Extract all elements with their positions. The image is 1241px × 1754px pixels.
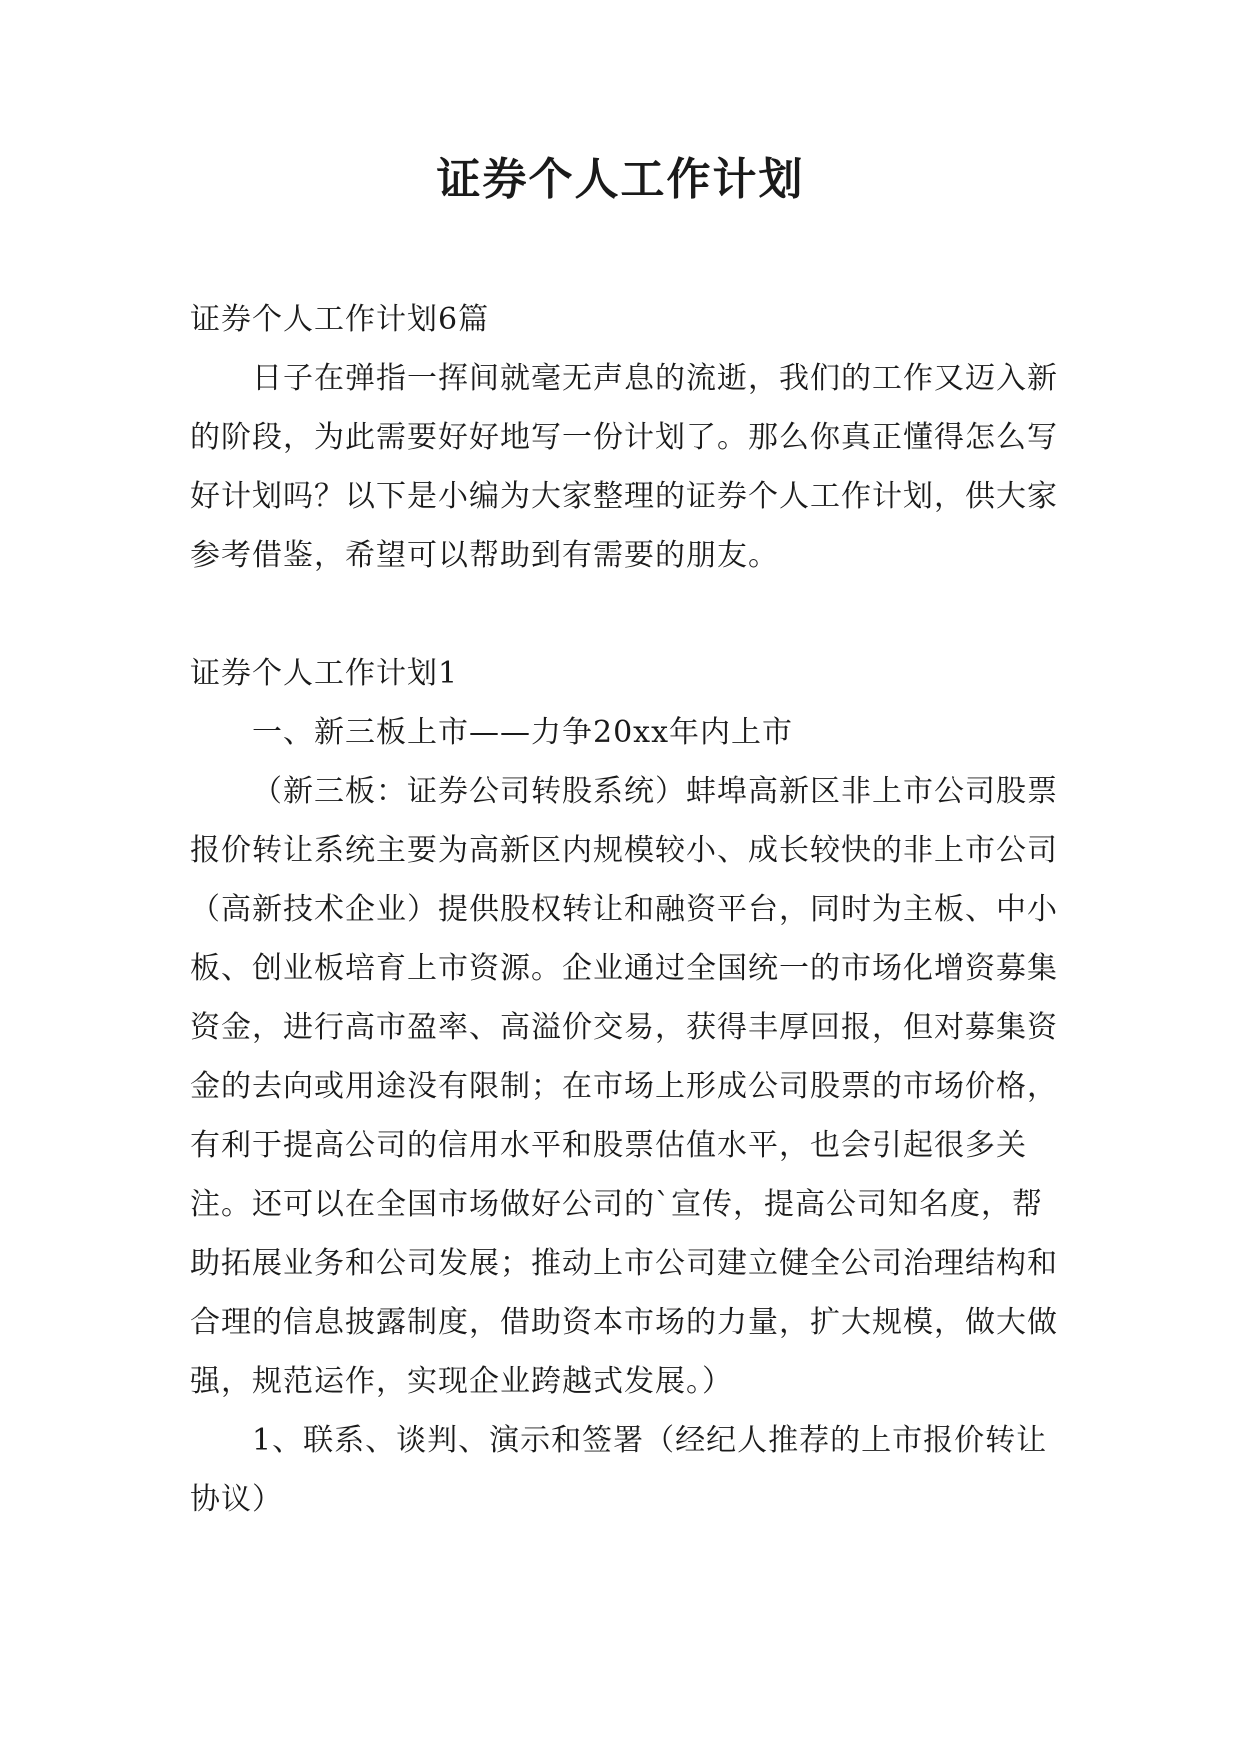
subitem-paragraph: 1、联系、谈判、演示和签署（经纪人推荐的上市报价转让协议）	[190, 1423, 1048, 1517]
section-heading: 证券个人工作计划1	[190, 656, 459, 691]
item-heading: 一、新三板上市——力争20xx年内上市	[252, 715, 794, 750]
document-title: 证券个人工作计划	[436, 154, 805, 205]
intro-paragraph: 日子在弹指一挥间就毫无声息的流逝，我们的工作又迈入新的阶段，为此需要好好地写一份计划了。那么你真正懂得怎么写好计划吗？以下是小编为大家整理的证券个人工作计划，供大家参考借鉴，希望可以帮助到有需要的朋友。	[190, 361, 1058, 573]
item-body-paragraph: （新三板：证券公司转股系统）蚌埠高新区非上市公司股票报价转让系统主要为高新区内规模较小、成长较快的非上市公司（高新技术企业）提供股权转让和融资平台，同时为主板、中小板、创业板培育上市资源。企业通过全国统一的市场化增资募集资金，进行高市盈率、高溢价交易，获得丰厚回报，但对募集资金的去向或用途没有限制；在市场上形成公司股票的市场价格，有利于提高公司的信用水平和股票估值水平，也会引起很多关注。还可以在全国市场做好公司的`宣传，提高公司知名度，帮助拓展业务和公司发展；推动上市公司建立健全公司治理结构和合理的信息披露制度，借助资本市场的力量，扩大规模，做大做强，规范运作，实现企业跨越式发展。）	[190, 774, 1058, 1399]
subtitle: 证券个人工作计划6篇	[190, 302, 490, 337]
document-body	[190, 290, 1060, 1529]
paragraph-spacer	[190, 585, 1060, 644]
